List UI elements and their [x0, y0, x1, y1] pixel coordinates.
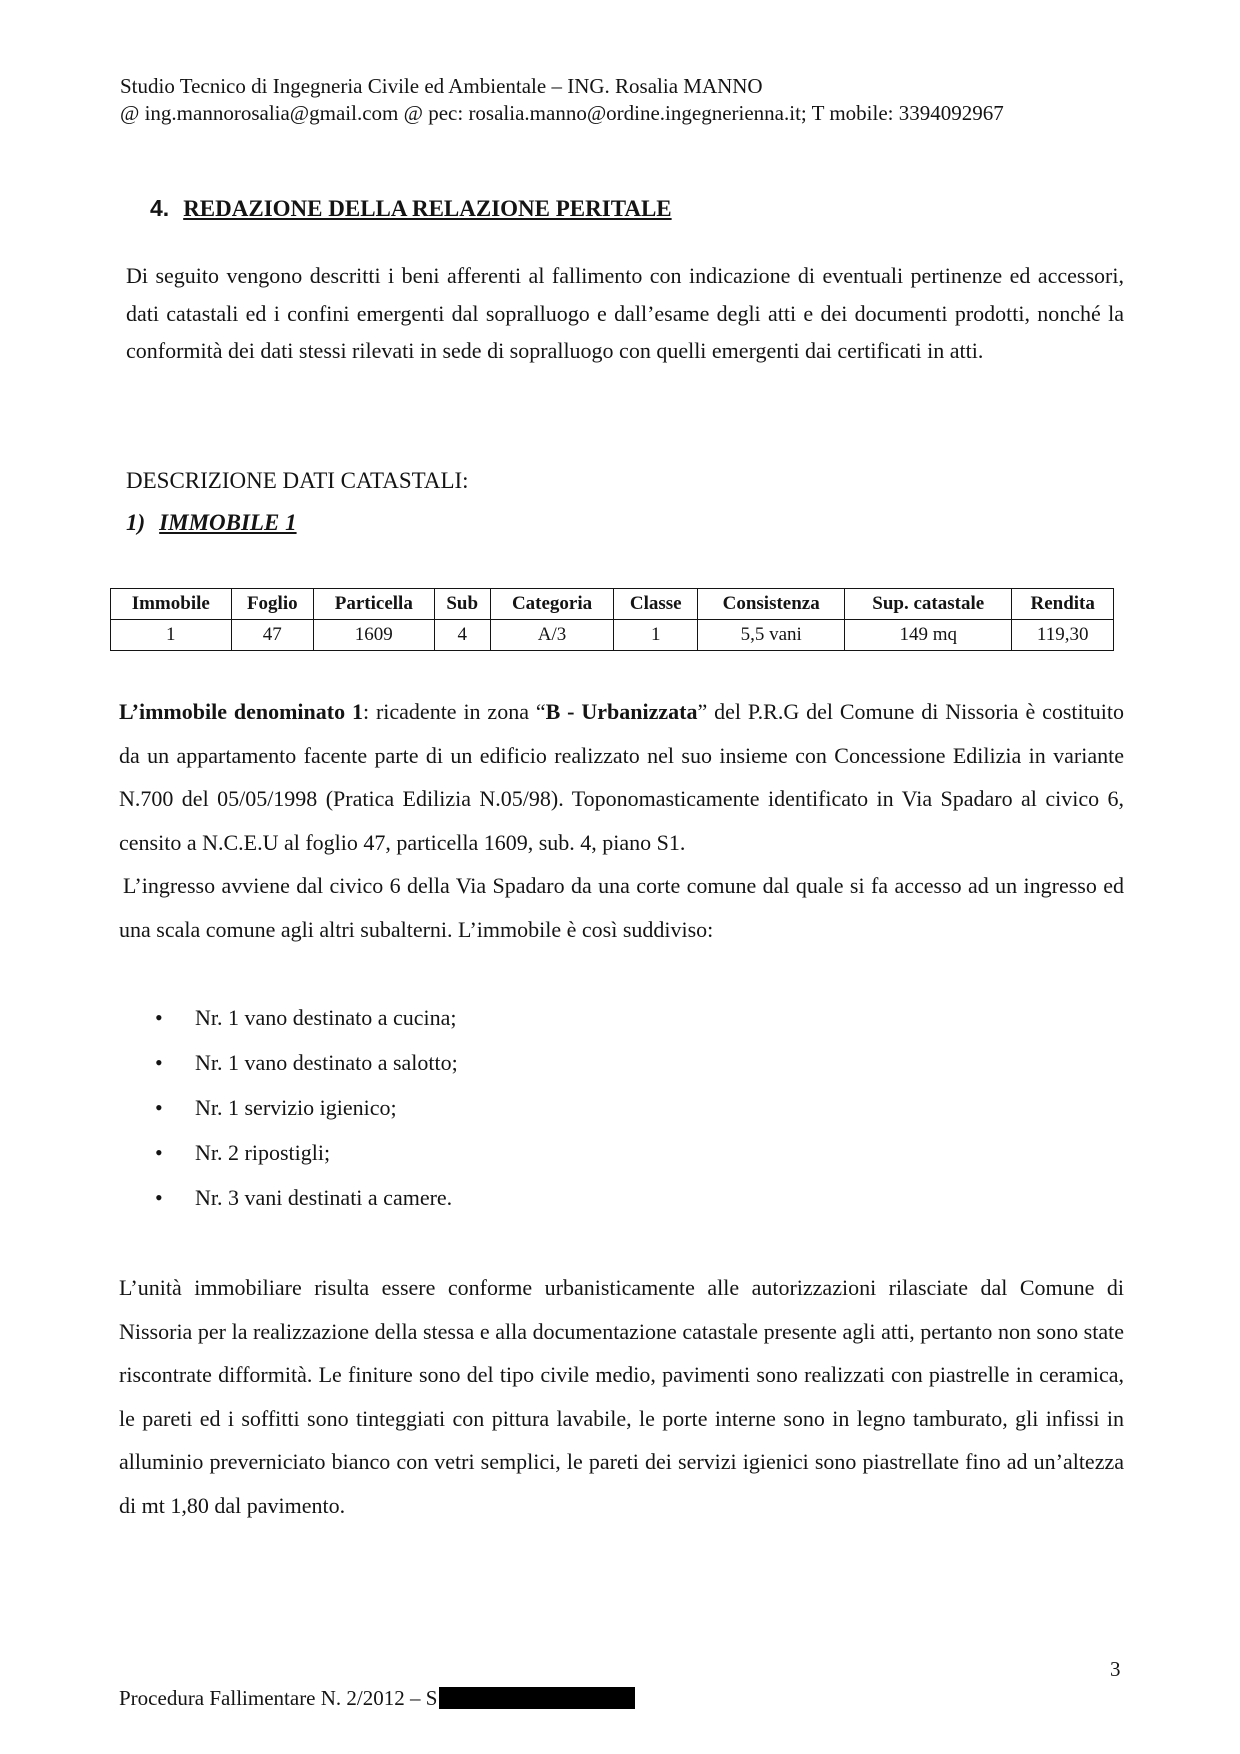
bullet-icon: • — [155, 1095, 163, 1120]
zone-label: B - Urbanizzata — [545, 699, 698, 724]
table-cell: A/3 — [490, 620, 613, 651]
bullet-icon: • — [155, 1185, 163, 1210]
property-description — [119, 690, 1124, 951]
section-title: REDAZIONE DELLA RELAZIONE PERITALE — [183, 196, 672, 221]
description-text-b: ” del P.R.G del Comune di Nissoria è costituito da un appartamento facente parte di un edificio realizzato nel suo insieme con Concessione Edilizia in variante N.700 del 05/05/1998 (Pratica Edilizia N.05/98). Toponomasticamente identificato in Via Spadaro al civico 6, censito a N.C.E.U al foglio 47, particella 1609, sub. 4, piano S1. — [119, 699, 1124, 855]
rooms-list — [155, 995, 458, 1220]
dati-catastali-label: DESCRIZIONE DATI CATASTALI: — [126, 468, 469, 493]
bullet-icon: • — [155, 1005, 163, 1030]
table-row — [111, 620, 1114, 651]
table-cell: 149 mq — [845, 620, 1012, 651]
conformity-paragraph: L’unità immobiliare risulta essere conforme urbanisticamente alle autorizzazioni rilasciate dal Comune di Nissoria per la realizzazione della stessa e alla documentazione catastale presente agli atti, pertanto non sono state riscontrate difformità. Le finiture sono del tipo civile medio, pavimenti sono realizzati con piastrelle in ceramica, le pareti ed i soffitti sono tinteggiati con pittura lavabile, le porte interne sono in legno tamburato, gli infissi in alluminio preverniciato bianco con vetri semplici, le pareti dei servizi igienici sono piastrellate fino ad un’altezza di mt 1,80 dal pavimento. — [119, 1275, 1124, 1518]
immobile-number: 1) — [126, 510, 146, 535]
list-item-text: Nr. 1 vano destinato a salotto; — [195, 1050, 458, 1075]
table-header-cell: Rendita — [1012, 589, 1114, 620]
property-description-paragraph — [119, 690, 1124, 864]
list-item-text: Nr. 2 ripostigli; — [195, 1140, 331, 1165]
access-paragraph: L’ingresso avviene dal civico 6 della Via Spadaro da una corte comune dal quale si fa accesso ad un ingresso ed una scala comune agli altri subalterni. L’immobile è così suddiviso: — [119, 873, 1124, 942]
table-header-cell: Sup. catastale — [845, 589, 1012, 620]
property-lead: L’immobile denominato 1 — [119, 699, 363, 724]
cadastral-table — [110, 588, 1114, 651]
page-number: 3 — [1110, 1657, 1121, 1681]
immobile-title: IMMOBILE 1 — [159, 510, 297, 535]
footer — [119, 1686, 635, 1711]
list-item — [155, 1040, 458, 1085]
letterhead-studio-line: Studio Tecnico di Ingegneria Civile ed Ambientale – ING. Rosalia MANNO — [120, 74, 763, 98]
table-header-row — [111, 589, 1114, 620]
table-header-cell: Immobile — [111, 589, 232, 620]
list-item-text: Nr. 1 servizio igienico; — [195, 1095, 397, 1120]
table-header-cell: Sub — [434, 589, 490, 620]
table-cell: 1 — [111, 620, 232, 651]
bullet-icon: • — [155, 1050, 163, 1075]
list-item — [155, 1130, 458, 1175]
list-item-text: Nr. 1 vano destinato a cucina; — [195, 1005, 457, 1030]
table-cell: 5,5 vani — [698, 620, 845, 651]
section-heading — [150, 195, 672, 222]
table-header-cell: Categoria — [490, 589, 613, 620]
table-cell: 1 — [614, 620, 698, 651]
table-cell: 1609 — [314, 620, 434, 651]
table-header-cell: Particella — [314, 589, 434, 620]
table-header-cell: Classe — [614, 589, 698, 620]
footer-text: Procedura Fallimentare N. 2/2012 – S — [119, 1686, 438, 1710]
table-cell: 4 — [434, 620, 490, 651]
letterhead — [120, 73, 1004, 127]
bullet-icon: • — [155, 1140, 163, 1165]
list-item — [155, 1175, 458, 1220]
list-item — [155, 1085, 458, 1130]
description-text-a: : ricadente in zona “ — [362, 699, 546, 724]
section-number: 4. — [150, 195, 170, 221]
table-header-cell: Foglio — [231, 589, 314, 620]
table-cell: 119,30 — [1012, 620, 1114, 651]
letterhead-contact-line: @ ing.mannorosalia@gmail.com @ pec: rosalia.manno@ordine.ingegnerienna.it; T mobile: 3394092967 — [120, 101, 1004, 125]
list-item — [155, 995, 458, 1040]
intro-paragraph: Di seguito vengono descritti i beni afferenti al fallimento con indicazione di eventuali pertinenze ed accessori, dati catastali ed i confini emergenti dal sopralluogo e dall’esame degli atti e dei documenti prodotti, nonché la conformità dei dati stessi rilevati in sede di sopralluogo con quelli emergenti dai certificati in atti. — [126, 263, 1124, 363]
redaction-bar — [439, 1687, 635, 1709]
table-cell: 47 — [231, 620, 314, 651]
immobile-heading — [126, 510, 297, 536]
table-header-cell: Consistenza — [698, 589, 845, 620]
list-item-text: Nr. 3 vani destinati a camere. — [195, 1185, 453, 1210]
